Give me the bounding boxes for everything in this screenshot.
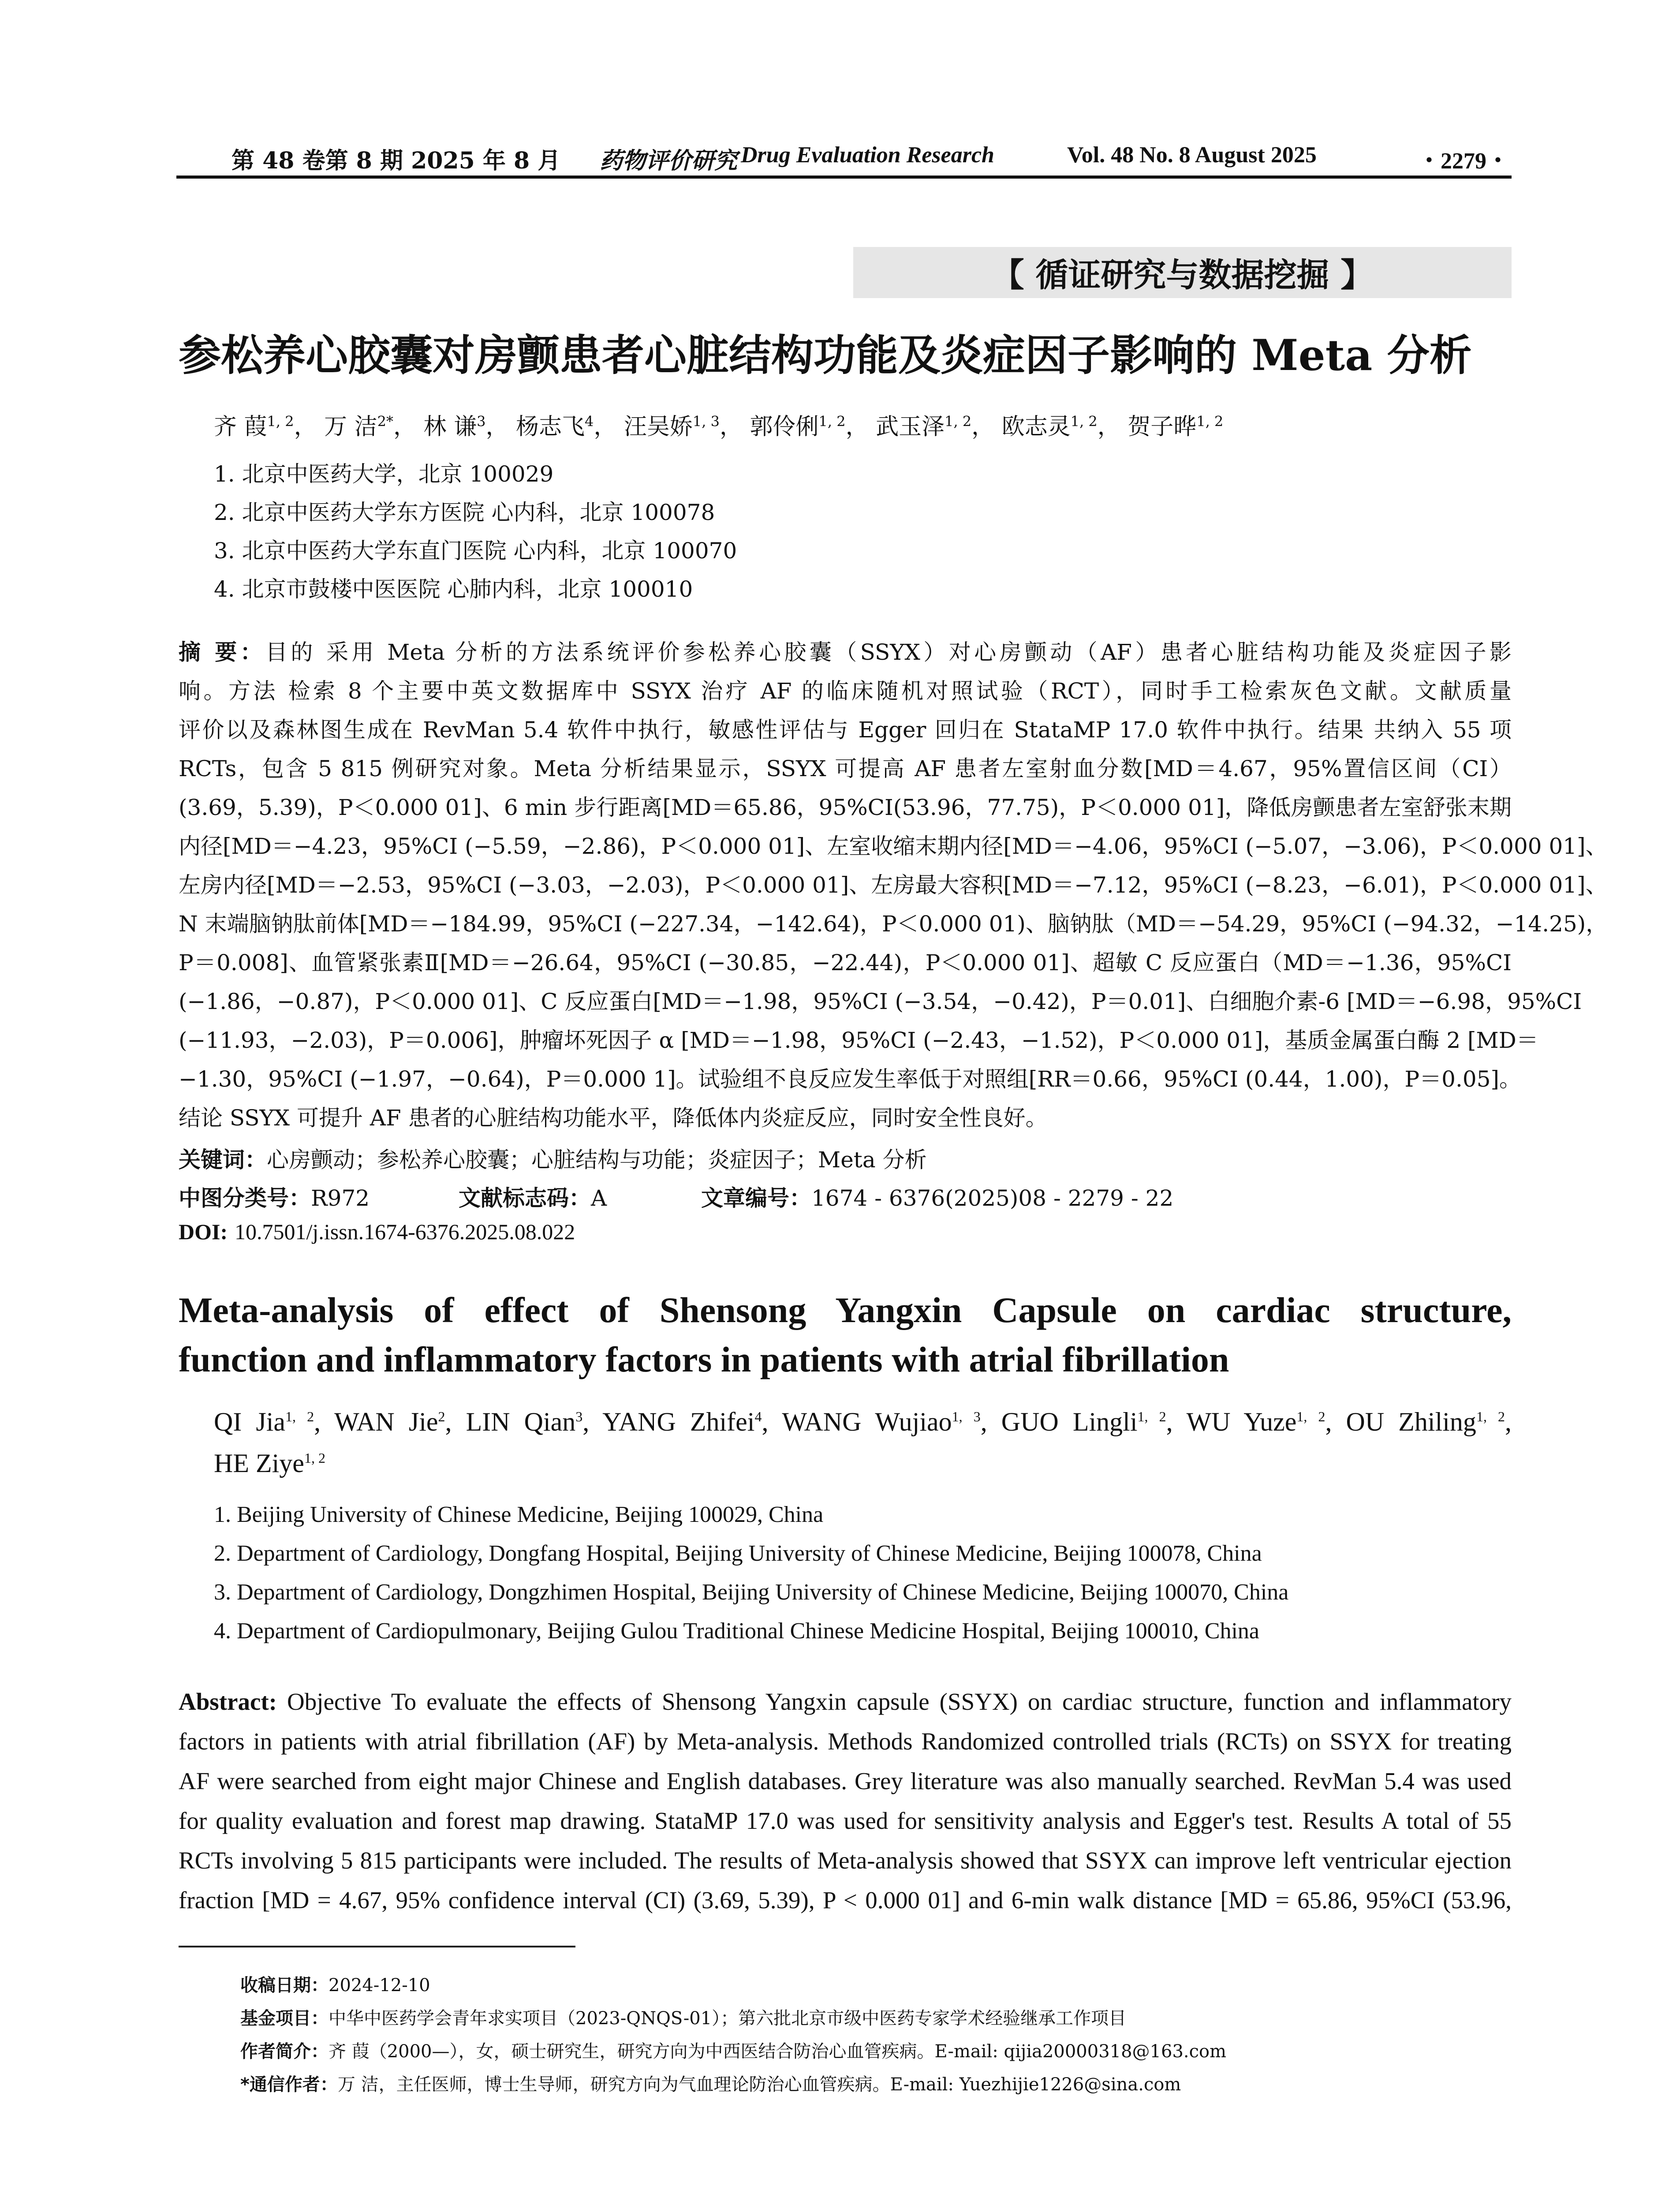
author-affil-sup: 2* [377,413,394,430]
abstract-en-line: fraction [MD = 4.67, 95% confidence interval (CI) (3.69, 5.39), P < 0.000 01] and 6-min walk distance [MD = 65.86, 95%CI (53.96, [179,1887,1512,1913]
footnote-rule [179,1946,575,1947]
author-affil-sup: 1, 2 [1476,1409,1505,1424]
author-affil-sup: 3 [477,413,486,430]
classification-doc [459,1181,607,1212]
author-en: YANG Zhifei [602,1407,755,1436]
abstract-en-line: AF were searched from eight major Chinese and English databases. Grey literature was also manually searched. RevMan 5.4 was used [179,1768,1512,1794]
keywords-label: 关键词： [179,1147,267,1173]
abstract-en-label: Abstract: [179,1688,277,1715]
author-cn: 林 谦 [423,414,477,440]
abstract-en-line: for quality evaluation and forest map drawing. StataMP 17.0 was used for sensitivity analysis and Egger's test. Results A total of 55 [179,1807,1512,1834]
author-cn: 汪吴娇 [623,414,693,440]
author-affil-sup: 1, 3 [952,1409,981,1424]
authors-en-cont [214,1448,325,1479]
abstract-cn-line: −1.30，95%CI (−1.97，−0.64)，P＝0.000 1]。试验组不良反应发生率低于对照组[RR＝0.66，95%CI (0.44，1.00)，P＝0.05]。 [179,1066,1522,1092]
article-id-label: 文章编号： [701,1185,811,1211]
footnote-author-bio [240,2037,1226,2063]
footnote-received [240,1971,430,1996]
abstract-cn-label: 摘 要： [179,639,266,665]
abstract-cn-line: N 末端脑钠肽前体[MD＝−184.99，95%CI (−227.34，−142.64)，P＜0.000 01)、脑钠肽（MD＝−54.29，95%CI (−94.32，−14.25)， [179,911,1608,937]
abstract-en-text: Objective To evaluate the effects of Shensong Yangxin capsule (SSYX) on cardiac structure, function and inflammatory [287,1688,1512,1715]
header-journal-cn: 药物评价研究 [600,147,738,174]
keywords-cn [179,1142,927,1174]
footnote-value: 中华中医药学会青年求实项目（2023-QNQS-01）；第六批北京市级中医药专家学术经验继承工作项目 [329,2008,1127,2029]
author-affil-sup: 1, 2 [285,1409,314,1424]
abstract-cn-line: 响。方法 检索 8 个主要中英文数据库中 SSYX 治疗 AF 的临床随机对照试验（RCT），同时手工检索灰色文献。文献质量 [179,678,1512,704]
author-en: WANG Wujiao [782,1407,952,1436]
author-affil-sup: 1, 2 [1137,1409,1166,1424]
authors-en: QI Jia$^{1, 2}$, WAN Jie$^2$, LIN Qian$^3$, YANG Zhifei$^4$, WANG Wujiao$^{1, 3}$, GUO Lingli$^{1, 2}$, WU Yuze$^{1, 2}$, OU Zhiling$^{1, 2}$, [214,1407,1512,1436]
doi-label: DOI: [179,1219,228,1244]
author-affil-sup: 3 [575,1409,583,1424]
abstract-en-line: RCTs involving 5 815 participants were included. The results of Meta-analysis showed that SSYX can improve left ventricular ejection [179,1847,1512,1874]
doi-value: 10.7501/j.issn.1674-6376.2025.08.022 [235,1219,575,1244]
author-affil-sup: 1, 2 [1296,1409,1325,1424]
abstract-cn-line: RCTs，包含 5 815 例研究对象。Meta 分析结果显示，SSYX 可提高 AF 患者左室射血分数[MD＝4.67，95%置信区间（CI） [179,756,1512,781]
abstract-cn-line: (−11.93，−2.03)，P＝0.006]，肿瘤坏死因子 α [MD＝−1.98，95%CI (−2.43，−1.52)，P＜0.000 01]，基质金属蛋白酶 2 [MD＝ [179,1028,1538,1053]
author-cn: 武玉泽 [876,414,945,440]
header-rule [176,176,1512,179]
footnote-corresponding [240,2070,1181,2096]
footnote-label: 基金项目： [240,2008,329,2029]
header-journal-en: Drug Evaluation Research [741,142,994,168]
author-en: WAN Jie [334,1407,438,1436]
classification-article [701,1181,1173,1212]
author-cn: 齐 葭 [214,414,267,440]
author-cn: 欧志灵 [1001,414,1071,440]
author-affil-sup: 1, 3 [692,413,720,430]
title-en-line: function and inflammatory factors in patients with atrial fibrillation [179,1339,1229,1379]
affiliation-cn: 2. 北京中医药大学东方医院 心内科，北京 100078 [214,500,715,525]
abstract-cn-line: P＝0.008]、血管紧张素Ⅱ[MD＝−26.64，95%CI (−30.85，−22.44)，P＜0.000 01]、超敏 C 反应蛋白（MD＝−1.36，95%CI [179,950,1512,975]
author-affil-sup: 1, 2 [304,1450,325,1466]
author-cn: 郭伶俐 [750,414,819,440]
author-affil-sup: 1, 2 [945,413,972,430]
section-banner: 【 循证研究与数据挖掘 】 [853,247,1512,298]
author-affil-sup: 4 [584,413,594,430]
title-en [179,1286,1512,1384]
footnote-value: 万 洁，主任医师，博士生导师，研究方向为气血理论防治心血管疾病。E-mail: Yuezhijie1226@sina.com [337,2074,1181,2095]
author-en: QI Jia [214,1407,286,1436]
affiliation-cn: 4. 北京市鼓楼中医医院 心肺内科，北京 100010 [214,576,693,602]
abstract-cn-line: 结论 SSYX 可提升 AF 患者的心脏结构功能水平，降低体内炎症反应，同时安全性良好。 [179,1105,1048,1131]
abstract-cn-line [179,633,1512,672]
article-id-value: 1674 - 6376(2025)08 - 2279 - 22 [811,1185,1174,1211]
classification-clc [179,1181,370,1212]
author-en: GUO Lingli [1001,1407,1138,1436]
authors-cn: 齐 葭$^{1, 2}$， 万 洁$^{2*}$， 林 谦$^3$， 杨志飞$^4$， 汪吴娇$^{1, 3}$， 郭伶俐$^{1, 2}$， 武玉泽$^{1, 2}$， 欧志灵$^{1, 2}$， 贺子晔$^{1, 2}$ [214,413,1224,440]
doc-code-value: A [591,1185,607,1211]
doc-code-label: 文献标志码： [459,1185,591,1211]
affiliation-cn: 3. 北京中医药大学东直门医院 心内科，北京 100070 [214,538,737,564]
author-affil-sup: 2 [438,1409,445,1424]
title-cn: 参松养心胶囊对房颤患者心脏结构功能及炎症因子影响的 Meta 分析 [179,330,1472,380]
abstract-cn-line: (3.69，5.39)，P＜0.000 01]、6 min 步行距离[MD＝65.86，95%CI(53.96，77.75)，P＜0.000 01]，降低房颤患者左室舒张末期 [179,795,1512,820]
author-cn: 贺子晔 [1127,414,1197,440]
footnote-label: *通信作者： [240,2074,338,2095]
author-affil-sup: 1, 2 [818,413,846,430]
affiliation-cn: 1. 北京中医药大学，北京 100029 [214,461,554,487]
keywords-value: 心房颤动；参松养心胶囊；心脏结构与功能；炎症因子；Meta 分析 [267,1147,927,1173]
doi [179,1219,575,1245]
author-en: OU Zhiling [1346,1407,1476,1436]
footnote-label: 作者简介： [240,2041,329,2062]
author-affil-sup: 1, 2 [267,413,294,430]
affiliation-en: 1. Beijing University of Chinese Medicine, Beijing 100029, China [214,1502,824,1527]
abstract-cn-line: 左房内径[MD＝−2.53，95%CI (−3.03，−2.03)，P＜0.000 01]、左房最大容积[MD＝−7.12，95%CI (−8.23，−6.01)，P＜0.000 01]、 [179,872,1608,898]
author-en: WU Yuze [1186,1407,1297,1436]
affiliation-en: 4. Department of Cardiopulmonary, Beijing Gulou Traditional Chinese Medicine Hospital, Beijing 100010, China [214,1618,1260,1644]
affiliation-en: 3. Department of Cardiology, Dongzhimen Hospital, Beijing University of Chinese Medicine, Beijing 100070, China [214,1580,1289,1605]
abstract-cn-line: 评价以及森林图生成在 RevMan 5.4 软件中执行，敏感性评估与 Egger 回归在 StataMP 17.0 软件中执行。结果 共纳入 55 项 [179,717,1512,743]
footnote-value: 齐 葭（2000—），女，硕士研究生，研究方向为中西医结合防治心血管疾病。E-mail: qijia20000318@163.com [329,2041,1227,2062]
author-en: LIN Qian [466,1407,576,1436]
author-cn: 万 洁 [324,414,377,440]
author-affil-sup: 1, 2 [1196,413,1224,430]
header-volume-en: Vol. 48 No. 8 August 2025 [1067,142,1317,168]
clc-label: 中图分类号： [179,1185,311,1211]
clc-value: R972 [311,1185,370,1211]
author-cn: 杨志飞 [515,414,585,440]
author-affil-sup: 4 [754,1409,762,1424]
abstract-cn-text: 目的 采用 Meta 分析的方法系统评价参松养心胶囊（SSYX）对心房颤动（AF）患者心脏结构功能及炎症因子影 [265,639,1512,665]
abstract-en-line: factors in patients with atrial fibrillation (AF) by Meta-analysis. Methods Randomized controlled trials (RCTs) on SSYX for treating [179,1728,1512,1755]
author-affil-sup: 1, 2 [1070,413,1098,430]
footnote-label: 收稿日期： [240,1975,329,1996]
footnote-funding [240,2004,1126,2029]
abstract-cn-line: 内径[MD＝−4.23，95%CI (−5.59，−2.86)，P＜0.000 01]、左室收缩末期内径[MD＝−4.06，95%CI (−5.07，−3.06)，P＜0.000 01]、 [179,833,1608,859]
abstract-en-line [179,1682,1512,1721]
author-en: HE Ziye [214,1449,304,1478]
abstract-cn-line: (−1.86，−0.87)，P＜0.000 01]、C 反应蛋白[MD＝−1.98，95%CI (−3.54，−0.42)，P＝0.01]、白细胞介素-6 [MD＝−6.98，95%CI [179,989,1582,1014]
affiliation-en: 2. Department of Cardiology, Dongfang Hospital, Beijing University of Chinese Medicine, Beijing 100078, China [214,1541,1262,1566]
footnote-value: 2024-12-10 [329,1975,430,1996]
title-en-line: Meta-analysis of effect of Shensong Yangxin Capsule on cardiac structure, [179,1290,1512,1330]
header-page-number: ・2279・ [1418,149,1510,174]
header-issue-cn: 第 48 卷第 8 期 2025 年 8 月 [231,147,561,174]
